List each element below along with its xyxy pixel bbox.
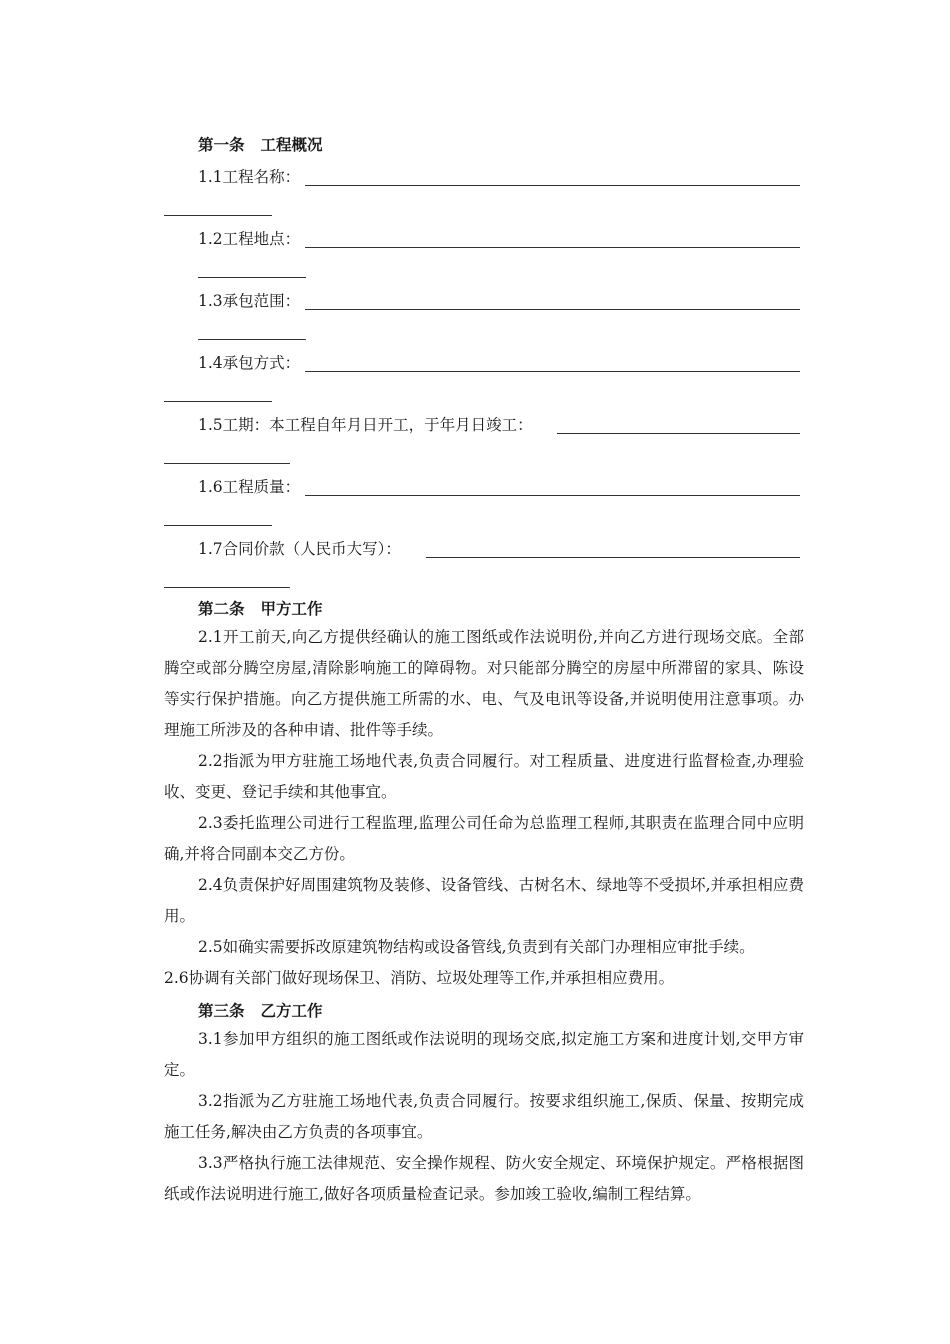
fill-line: [305, 185, 800, 186]
field-label: 1.6工程质量：: [198, 478, 301, 496]
clause-2-2: 2.2指派为甲方驻施工场地代表,负责合同履行。对工程质量、进度进行监督检查,办理验收、变更、登记手续和其他事宜。: [164, 752, 804, 801]
field-construction-period: [0, 413, 950, 475]
fill-line: [557, 433, 800, 434]
fill-line: [426, 557, 800, 558]
section-1-heading: [198, 133, 323, 155]
field-label: 1.7合同价款（人民币大写）：: [198, 540, 401, 558]
field-label: 1.5工期：本工程自年月日开工，于年月日竣工：: [198, 416, 533, 434]
field-contract-scope: [0, 289, 950, 351]
fill-line: [305, 371, 800, 372]
field-contract-method: [0, 351, 950, 413]
section-3-title: 乙方工作: [260, 1002, 323, 1020]
field-label: 1.3承包范围：: [198, 292, 301, 310]
clause-2-5: 2.5如确实需要拆改原建筑物结构或设备管线,负责到有关部门办理相应审批手续。: [198, 938, 755, 956]
field-label: 1.2工程地点：: [198, 230, 301, 248]
section-1-title: 工程概况: [260, 136, 323, 154]
field-project-quality: [0, 475, 950, 537]
clause-3-1: 3.1参加甲方组织的施工图纸或作法说明的现场交底,拟定施工方案和进度计划,交甲方审定。: [164, 1030, 804, 1079]
section-2-heading: [198, 597, 323, 619]
fill-line-continued: [164, 587, 290, 588]
clause-3-2: 3.2指派为乙方驻施工场地代表,负责合同履行。按要求组织施工,保质、保量、按期完成施工任务,解决由乙方负责的各项事宜。: [164, 1092, 804, 1141]
field-project-location: [0, 227, 950, 289]
clause-3-3: 3.3严格执行施工法律规范、安全操作规程、防火安全规定、环境保护规定。严格根据图纸或作法说明进行施工,做好各项质量检查记录。参加竣工验收,编制工程结算。: [164, 1154, 804, 1203]
section-3-heading: [198, 999, 323, 1021]
clause-2-3: 2.3委托监理公司进行工程监理,监理公司任命为总监理工程师,其职责在监理合同中应明确,并将合同副本交乙方份。: [164, 814, 804, 863]
field-label: 1.1工程名称：: [198, 168, 301, 186]
fill-line: [305, 247, 800, 248]
fill-line-continued: [164, 215, 272, 216]
section-2-number: 第二条: [198, 600, 245, 618]
field-project-name: [0, 165, 950, 227]
fill-line: [305, 495, 800, 496]
fill-line: [305, 309, 800, 310]
section-2-title: 甲方工作: [260, 600, 323, 618]
clause-2-1: 2.1开工前天,向乙方提供经确认的施工图纸或作法说明份,并向乙方进行现场交底。全部腾空或部分腾空房屋,清除影响施工的障碍物。对只能部分腾空的房屋中所滞留的家具、陈设等实行保护措施。向乙方提供施工所需的水、电、气及电讯等设备,并说明使用注意事项。办理施工所涉及的各种申请、批件等手续。: [164, 628, 804, 739]
section-1-number: 第一条: [198, 136, 245, 154]
clause-2-4: 2.4负责保护好周围建筑物及装修、设备管线、古树名木、绿地等不受损坏,并承担相应费用。: [164, 876, 804, 925]
clause-2-6: 2.6协调有关部门做好现场保卫、消防、垃圾处理等工作,并承担相应费用。: [164, 969, 675, 987]
fill-line-continued: [164, 401, 272, 402]
section-3-number: 第三条: [198, 1002, 245, 1020]
fill-line-continued: [164, 525, 272, 526]
fill-line-continued: [198, 277, 306, 278]
fill-line-continued: [164, 463, 290, 464]
field-label: 1.4承包方式：: [198, 354, 301, 372]
field-contract-price: [0, 537, 950, 599]
fill-line-continued: [198, 339, 306, 340]
